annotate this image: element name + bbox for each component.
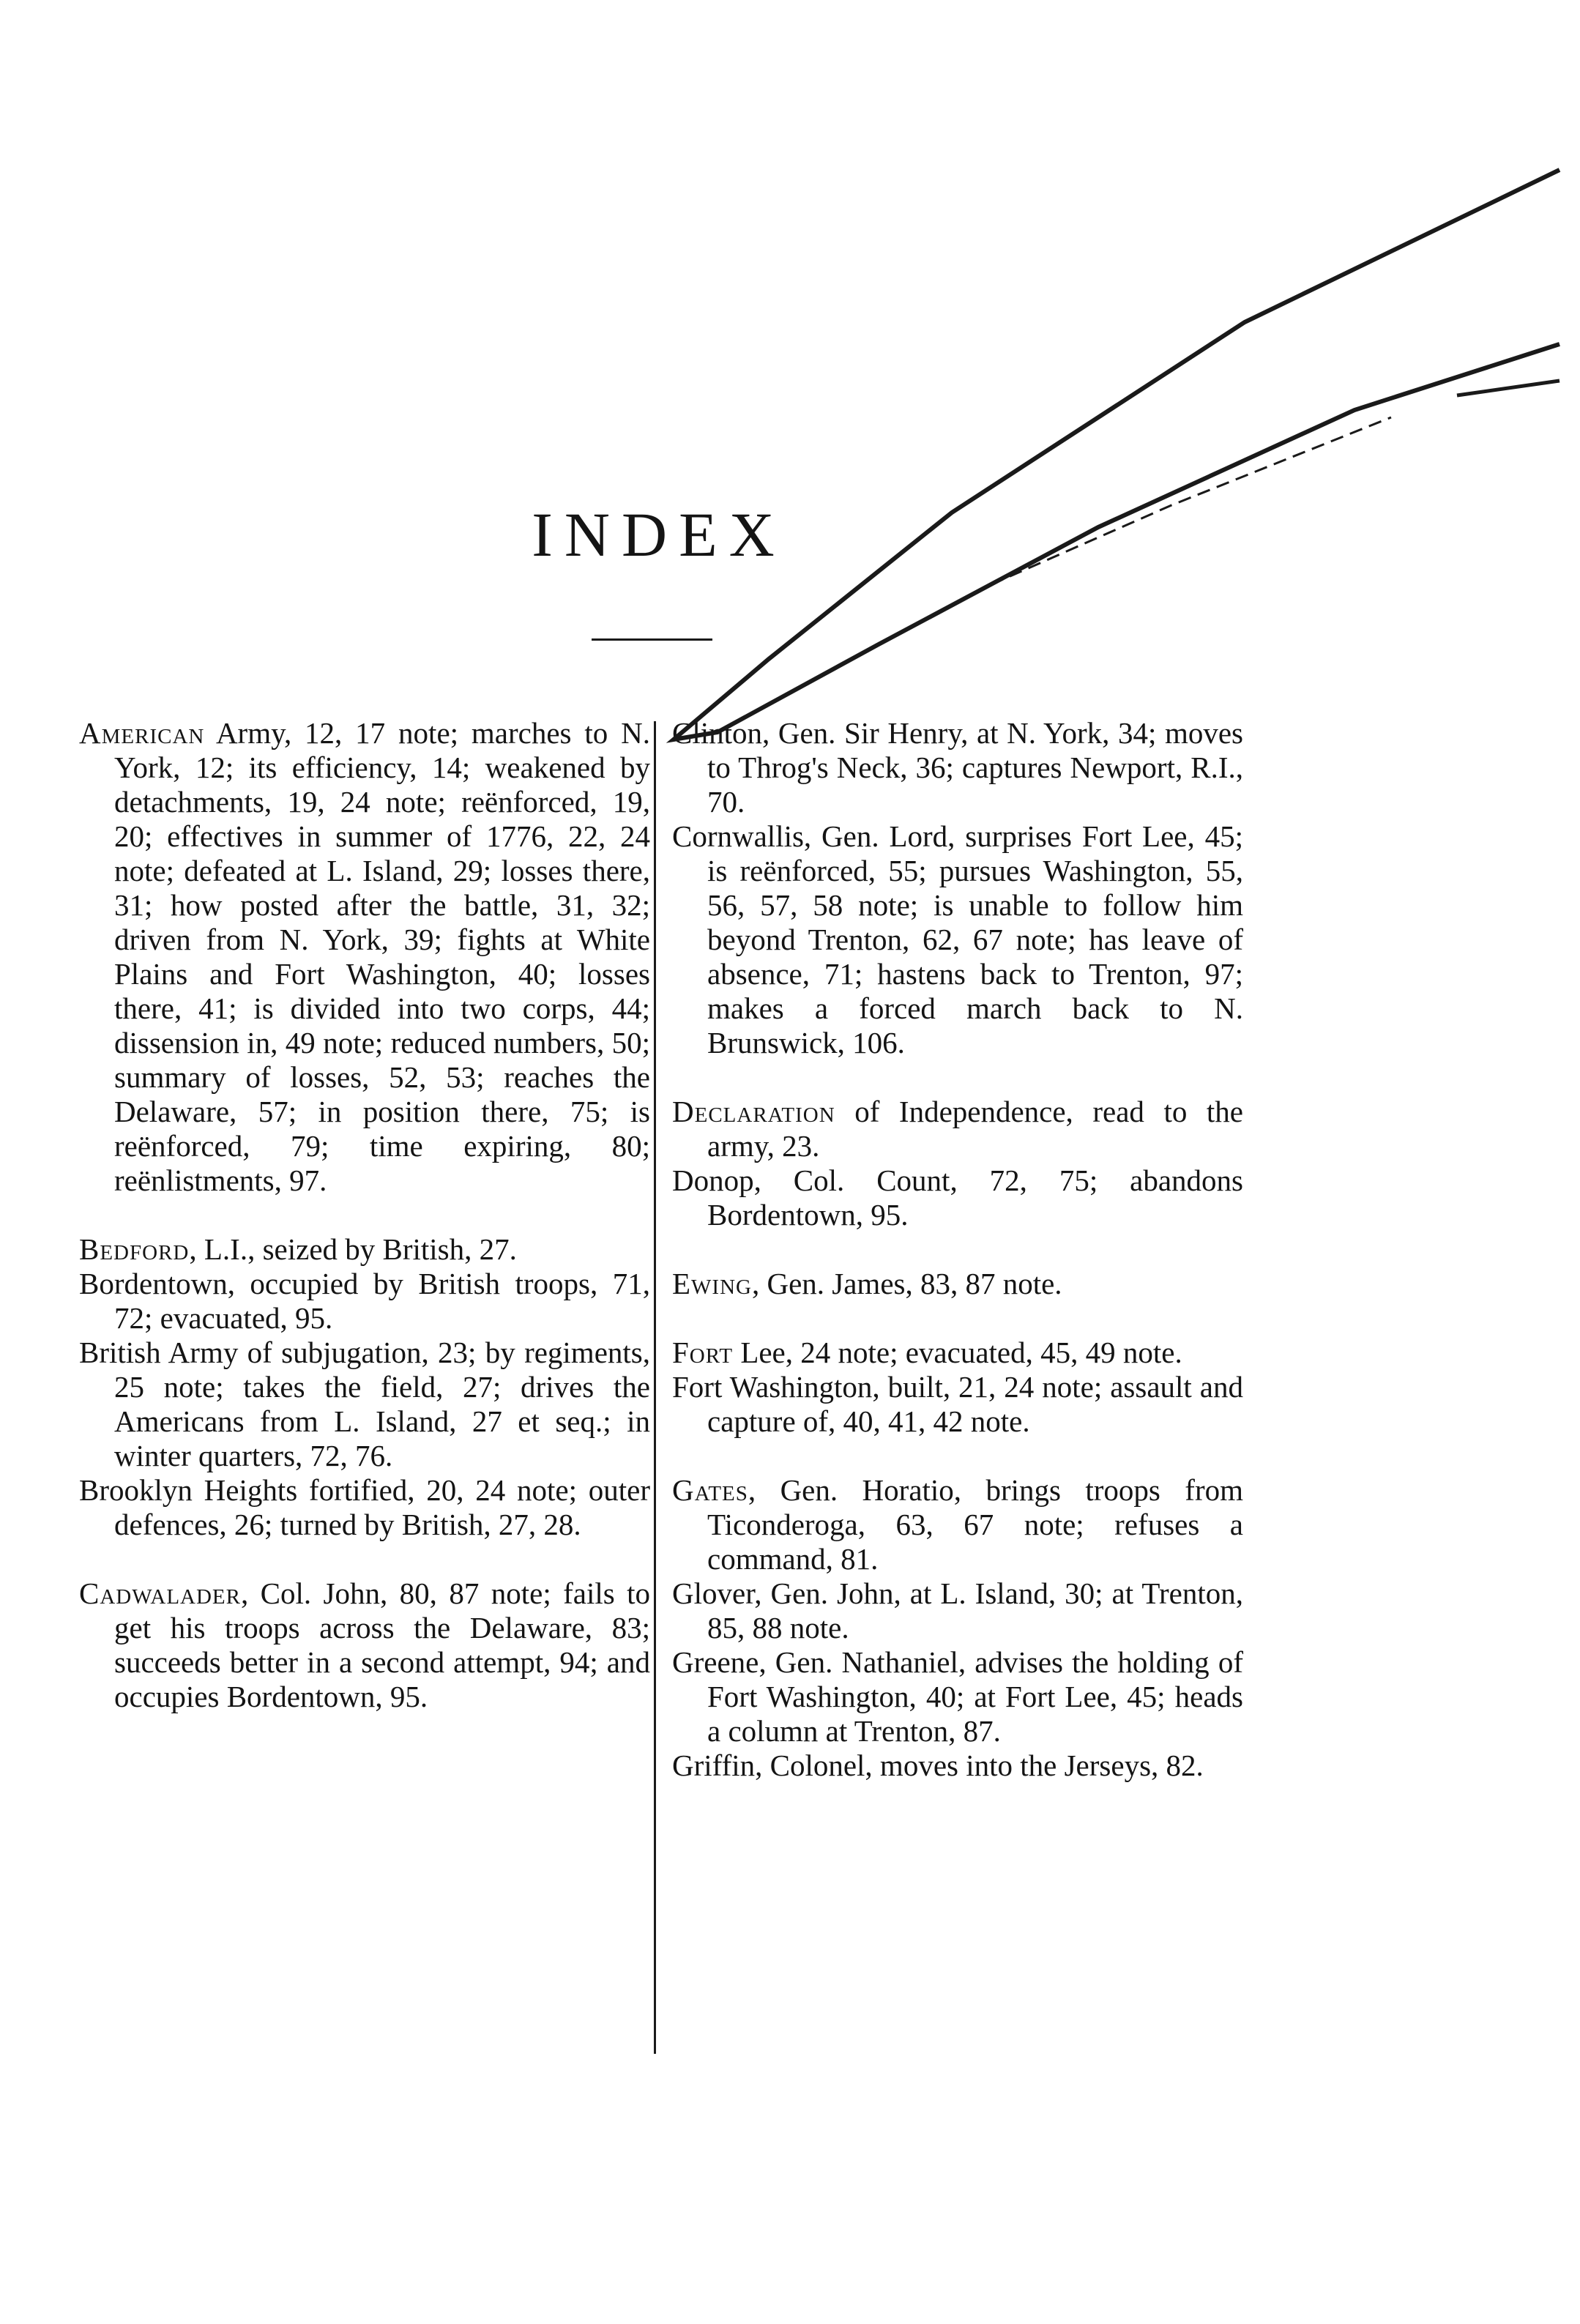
index-entry bbox=[79, 1473, 650, 1542]
torn-label-edge bbox=[674, 170, 1559, 740]
entry-body: of Independence, read to the army, 23. bbox=[707, 1095, 1243, 1163]
index-entry bbox=[672, 1267, 1243, 1301]
index-column-right bbox=[672, 716, 1243, 1783]
index-entry bbox=[672, 1370, 1243, 1439]
entry-head: Declaration bbox=[672, 1095, 835, 1128]
index-entry bbox=[672, 716, 1243, 819]
column-divider bbox=[654, 721, 656, 2054]
entry-body: Army, 12, 17 note; marches to N. York, 12; its efficiency, 14; weakened by detachments, 19, 24 note; reënforced, 19, 20; effectives in summer of 1776, 22, 24 note; defeated at L. Island, 29; losses there, 31; how posted after the battle, 31, 32; driven from N. York, 39; fights at White Plains and Fort Washington, 40; losses there, 41; is divided into two corps, 44; dissension in, 49 note; reduced numbers, 50; summary of losses, 52, 53; reaches the Delaware, 57; in position there, 75; is reënforced, 79; time expiring, 80; reënlistments, 97. bbox=[114, 716, 650, 1197]
entry-body: Cornwallis, Gen. Lord, surprises Fort Lee, 45; is reënforced, 55; pursues Washington, 55, 56, 57, 58 note; is unable to follow him beyond Trenton, 62, 67 note; has leave of absence, 71; hastens back to Trenton, 97; makes a forced march back to N. Brunswick, 106. bbox=[672, 819, 1243, 1059]
index-entry bbox=[672, 1645, 1243, 1748]
index-entry bbox=[672, 1473, 1243, 1576]
index-entry bbox=[79, 1576, 650, 1714]
entry-body: Bordentown, occupied by British troops, 71, 72; evacuated, 95. bbox=[79, 1267, 650, 1335]
index-entry bbox=[672, 1163, 1243, 1232]
index-entry bbox=[672, 819, 1243, 1060]
entry-body: British Army of subjugation, 23; by regiments, 25 note; takes the field, 27; drives the Americans from L. Island, 27 et seq.; in winter quarters, 72, 76. bbox=[79, 1336, 650, 1472]
entry-body: Clinton, Gen. Sir Henry, at N. York, 34; moves to Throg's Neck, 36; captures Newport, R.I., 70. bbox=[672, 716, 1243, 819]
entry-body: , Col. John, 80, 87 note; fails to get his troops across the Delaware, 83; succeeds better in a second attempt, 94; and occupies Bordentown, 95. bbox=[114, 1576, 650, 1713]
entry-body: Brooklyn Heights fortified, 20, 24 note; outer defences, 26; turned by British, 27, 28. bbox=[79, 1473, 650, 1541]
entry-head: Gates bbox=[672, 1473, 748, 1507]
index-entry bbox=[79, 1267, 650, 1336]
entry-head: Cadwalader bbox=[79, 1576, 241, 1610]
entry-body: Donop, Col. Count, 72, 75; abandons Bordentown, 95. bbox=[672, 1163, 1243, 1232]
entry-body: , L.I., seized by British, 27. bbox=[189, 1232, 517, 1266]
entry-head: Ewing bbox=[672, 1267, 752, 1300]
entry-body: Glover, Gen. John, at L. Island, 30; at Trenton, 85, 88 note. bbox=[672, 1576, 1243, 1645]
index-entry bbox=[672, 1095, 1243, 1163]
entry-body: Fort Washington, built, 21, 24 note; assault and capture of, 40, 41, 42 note. bbox=[672, 1370, 1243, 1438]
index-entry bbox=[672, 1748, 1243, 1783]
entry-head: American bbox=[79, 716, 205, 750]
page-title: INDEX bbox=[532, 499, 786, 570]
index-column-left bbox=[79, 716, 650, 1714]
index-entry bbox=[79, 1336, 650, 1473]
index-entry bbox=[79, 716, 650, 1198]
title-rule bbox=[592, 638, 712, 641]
entry-body: Lee, 24 note; evacuated, 45, 49 note. bbox=[733, 1336, 1182, 1369]
entry-body: Griffin, Colonel, moves into the Jerseys, 82. bbox=[672, 1748, 1204, 1782]
entry-head: Bedford bbox=[79, 1232, 190, 1266]
entry-head: Fort bbox=[672, 1336, 734, 1369]
entry-body: , Gen. James, 83, 87 note. bbox=[751, 1267, 1062, 1300]
entry-body: Greene, Gen. Nathaniel, advises the holding of Fort Washington, 40; at Fort Lee, 45; heads a column at Trenton, 87. bbox=[672, 1645, 1243, 1748]
entry-body: , Gen. Horatio, brings troops from Ticonderoga, 63, 67 note; refuses a command, 81. bbox=[707, 1473, 1243, 1576]
index-entry bbox=[672, 1336, 1243, 1370]
index-entry bbox=[672, 1576, 1243, 1645]
index-entry bbox=[79, 1232, 650, 1267]
torn-label-scrap bbox=[1457, 381, 1559, 395]
